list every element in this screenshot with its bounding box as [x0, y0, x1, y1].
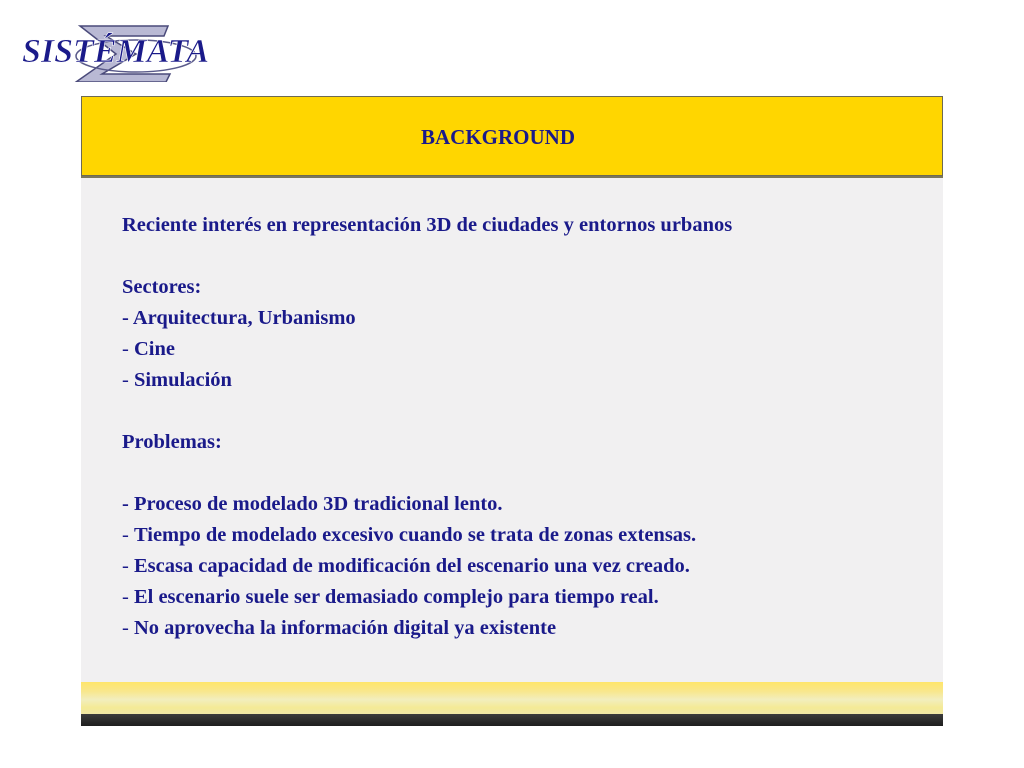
footer-stripe: [81, 682, 943, 714]
list-item: - Arquitectura, Urbanismo: [122, 307, 356, 329]
slide-body: [122, 210, 922, 644]
dash: -: [122, 586, 134, 608]
list-item: - El escenario suele ser demasiado complejo para tiempo real.: [122, 586, 659, 608]
list-item: - Proceso de modelado 3D tradicional lento.: [122, 493, 503, 515]
list-item: - Cine: [122, 338, 175, 360]
intro-text: Reciente interés en representación 3D de ciudades y entornos urbanos: [122, 214, 733, 236]
title-bar: [81, 96, 943, 176]
problems-heading: Problemas:: [122, 431, 222, 453]
sigma-logo-icon: [18, 22, 234, 82]
dash: -: [122, 493, 134, 515]
slide-panel: [81, 96, 943, 726]
dash: -: [122, 369, 134, 391]
dash: -: [122, 338, 134, 360]
logo-text: SISTÉMATA: [22, 33, 210, 70]
dash: -: [122, 617, 134, 639]
sectors-heading: Sectores:: [122, 276, 202, 298]
slide-title: BACKGROUND: [420, 125, 575, 149]
footer-bar: [81, 714, 943, 726]
list-item: - Escasa capacidad de modificación del escenario una vez creado.: [122, 555, 690, 577]
dash: -: [122, 307, 133, 329]
list-item: - Simulación: [122, 369, 232, 391]
dash: -: [122, 555, 134, 577]
company-logo: [18, 22, 234, 82]
list-item: - No aprovecha la información digital ya existente: [122, 617, 557, 639]
list-item: - Tiempo de modelado excesivo cuando se trata de zonas extensas.: [122, 524, 697, 546]
dash: -: [122, 524, 134, 546]
